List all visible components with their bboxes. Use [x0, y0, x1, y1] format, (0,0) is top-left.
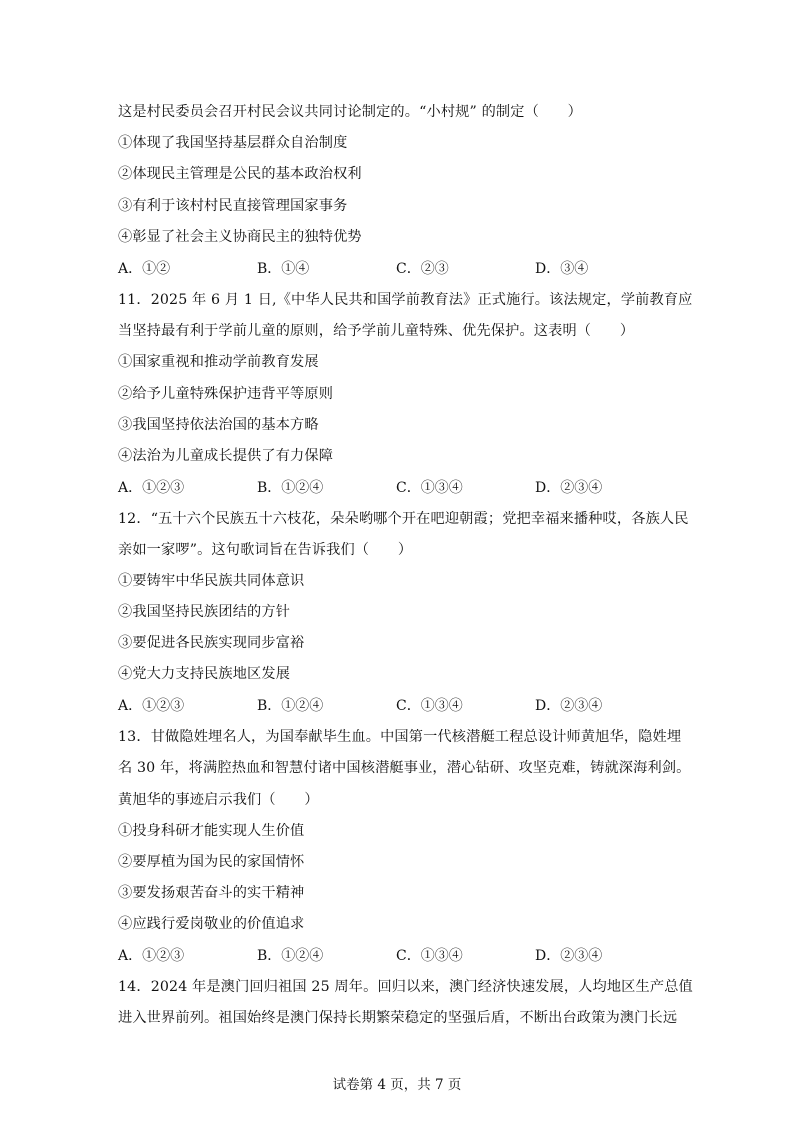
q10-option-b[interactable]: B．①④ [257, 261, 310, 277]
page-footer: 试卷第 4 页，共 7 页 [332, 1077, 462, 1093]
q12-stem-line-1: 12．“五十六个民族五十六枝花，朵朵哟哪个开在吧迎朝霞；党把幸福来播种哎，各族人民 [118, 511, 689, 527]
q12-option-b[interactable]: B．①②④ [257, 698, 324, 714]
q12-statement-1: ①要铸牢中华民族共同体意识 [118, 573, 305, 589]
q12-option-a[interactable]: A．①②③ [118, 698, 185, 714]
q13-stem-line-3: 黄旭华的事迹启示我们（ ） [118, 792, 319, 808]
q10-statement-3: ③有利于该村村民直接管理国家事务 [118, 198, 348, 214]
q12-statement-3: ③要促进各民族实现同步富裕 [118, 635, 305, 651]
q13-statement-2: ②要厚植为国为民的家国情怀 [118, 854, 305, 870]
q13-statement-1: ①投身科研才能实现人生价值 [118, 823, 305, 839]
q10-option-d[interactable]: D．③④ [535, 261, 589, 277]
q12-statement-4: ④党大力支持民族地区发展 [118, 666, 291, 682]
q11-option-b[interactable]: B．①②④ [257, 480, 324, 496]
q13-option-c[interactable]: C．①③④ [396, 948, 463, 964]
q13-statement-3: ③要发扬艰苦奋斗的实干精神 [118, 885, 305, 901]
q11-statement-4: ④法治为儿童成长提供了有力保障 [118, 448, 334, 464]
q12-option-d[interactable]: D．②③④ [535, 698, 603, 714]
q10-statement-1: ①体现了我国坚持基层群众自治制度 [118, 135, 348, 151]
q14-stem-line-2: 进入世界前列。祖国始终是澳门保持长期繁荣稳定的坚强后盾，不断出台政策为澳门长远 [118, 1010, 678, 1026]
q11-statement-3: ③我国坚持依法治国的基本方略 [118, 417, 319, 433]
q11-option-c[interactable]: C．①③④ [396, 480, 463, 496]
q10-option-c[interactable]: C．②③ [396, 261, 449, 277]
q13-stem-line-1: 13．甘做隐姓埋名人，为国奉献毕生血。中国第一代核潜艇工程总设计师黄旭华，隐姓埋 [118, 729, 682, 745]
q10-stem: 这是村民委员会召开村民会议共同讨论制定的。“小村规” 的制定（ ） [118, 104, 582, 120]
q11-stem-line-1: 11．2025 年 6 月 1 日,《中华人民共和国学前教育法》正式施行。该法规定，学前教育应 [118, 292, 693, 308]
q13-option-b[interactable]: B．①②④ [257, 948, 324, 964]
q11-option-d[interactable]: D．②③④ [535, 480, 603, 496]
q10-option-a[interactable]: A．①② [118, 261, 171, 277]
q12-option-c[interactable]: C．①③④ [396, 698, 463, 714]
q13-statement-4: ④应践行爱岗敬业的价值追求 [118, 916, 305, 932]
q12-statement-2: ②我国坚持民族团结的方针 [118, 604, 291, 620]
q11-statement-2: ②给予儿童特殊保护违背平等原则 [118, 386, 334, 402]
q10-statement-4: ④彰显了社会主义协商民主的独特优势 [118, 229, 362, 245]
q13-option-d[interactable]: D．②③④ [535, 948, 603, 964]
q11-option-a[interactable]: A．①②③ [118, 480, 185, 496]
q14-stem-line-1: 14．2024 年是澳门回归祖国 25 周年。回归以来，澳门经济快速发展，人均地区生产总值 [118, 979, 693, 995]
q11-stem-line-2: 当坚持最有利于学前儿童的原则，给予学前儿童特殊、优先保护。这表明（ ） [118, 323, 635, 339]
q12-stem-line-2: 亲如一家啰”。这句歌词旨在告诉我们（ ） [118, 542, 413, 558]
q11-statement-1: ①国家重视和推动学前教育发展 [118, 354, 319, 370]
q10-statement-2: ②体现民主管理是公民的基本政治权利 [118, 166, 362, 182]
q13-option-a[interactable]: A．①②③ [118, 948, 185, 964]
q13-stem-line-2: 名 30 年，将满腔热血和智慧付诸中国核潜艇事业，潜心钻研、攻坚克难，铸就深海利剑。 [118, 760, 691, 776]
